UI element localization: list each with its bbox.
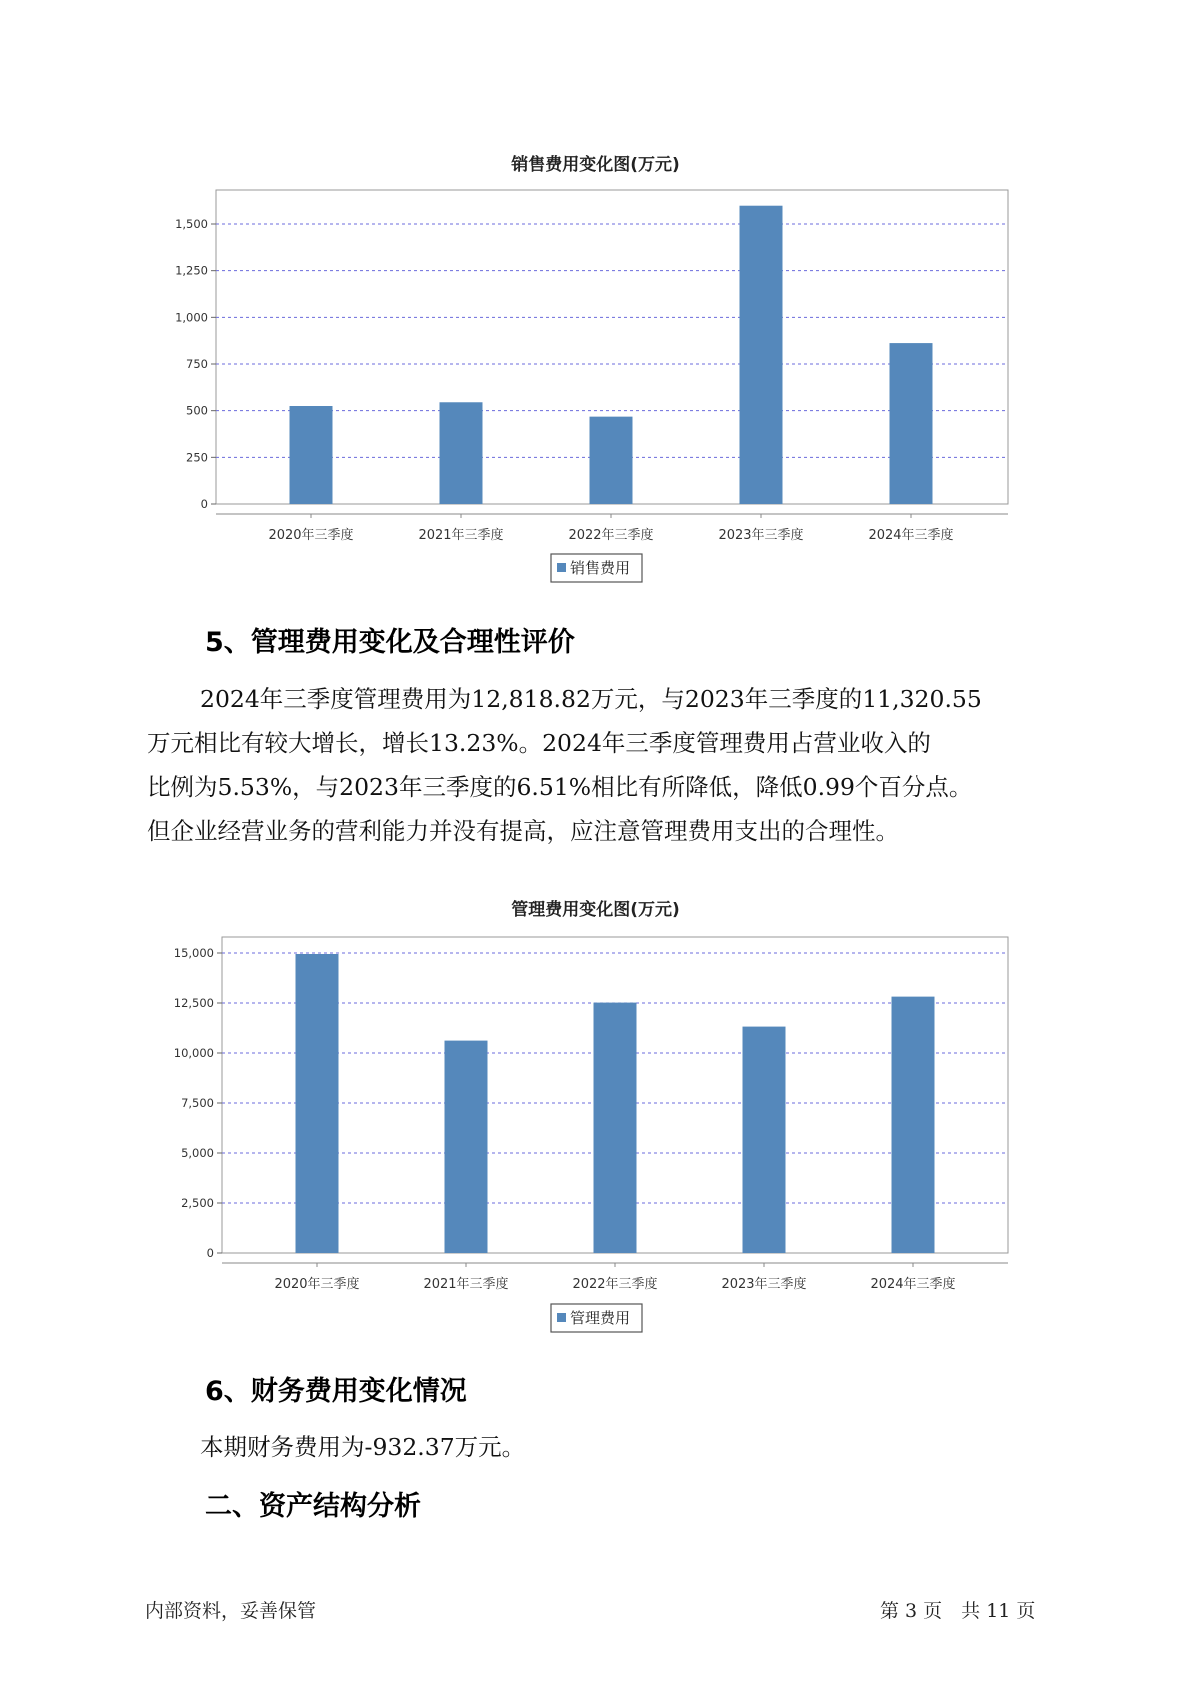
bar [594, 1003, 637, 1253]
chart-legend [551, 1304, 642, 1332]
section5-line-1: 2024年三季度管理费用为12,818.82万元，与2023年三季度的11,320.55 [200, 685, 982, 713]
y-tick-label: 0 [206, 1246, 214, 1260]
bar [290, 406, 333, 504]
footer-page-number: 第 3 页 共 11 页 [880, 1600, 1036, 1622]
y-tick-label: 15,000 [173, 946, 214, 960]
section5-line-3: 比例为5.53%，与2023年三季度的6.51%相比有所降低，降低0.99个百分点。 [147, 773, 973, 801]
x-category-label: 2021年三季度 [423, 1277, 509, 1292]
bar [445, 1041, 488, 1253]
y-tick-label: 1,250 [175, 263, 208, 278]
x-category-label: 2024年三季度 [870, 1277, 956, 1292]
y-tick-label: 1,500 [175, 217, 208, 231]
section6-line-1: 本期财务费用为-932.37万元。 [200, 1433, 526, 1461]
footer-left: 内部资料，妥善保管 [145, 1600, 317, 1622]
y-tick-label: 10,000 [173, 1046, 214, 1060]
y-tick-label: 12,500 [173, 996, 214, 1010]
y-tick-label: 1,000 [175, 310, 208, 325]
legend-swatch [557, 1313, 566, 1322]
y-tick-label: 7,500 [181, 1096, 214, 1110]
legend-swatch [557, 563, 566, 572]
section6-heading: 6、财务费用变化情况 [205, 1376, 467, 1407]
y-tick-label: 500 [186, 403, 208, 418]
x-category-label: 2022年三季度 [572, 1277, 658, 1292]
x-category-label: 2020年三季度 [274, 1277, 360, 1292]
y-tick-label: 5,000 [181, 1146, 214, 1160]
y-tick-label: 0 [200, 497, 208, 511]
chart-legend [551, 554, 642, 582]
x-category-label: 2020年三季度 [268, 528, 354, 543]
section-two-heading: 二、资产结构分析 [205, 1491, 421, 1522]
sales-expense-chart-title: 销售费用变化图(万元) [511, 155, 680, 175]
admin-expense-chart-title: 管理费用变化图(万元) [511, 900, 680, 920]
y-tick-label: 2,500 [181, 1196, 214, 1210]
section5-line-4: 但企业经营业务的营利能力并没有提高，应注意管理费用支出的合理性。 [147, 817, 899, 845]
bar [590, 417, 633, 504]
sales-expense-chart [0, 150, 1191, 590]
bar [440, 402, 483, 504]
x-category-label: 2021年三季度 [418, 528, 504, 543]
x-category-label: 2023年三季度 [718, 528, 804, 543]
bar [740, 206, 783, 504]
x-category-label: 2022年三季度 [568, 528, 654, 543]
section5-heading: 5、管理费用变化及合理性评价 [205, 627, 575, 658]
y-tick-label: 750 [186, 357, 208, 371]
x-category-label: 2023年三季度 [721, 1277, 807, 1292]
bar [890, 343, 933, 504]
bar [743, 1027, 786, 1253]
bar [296, 954, 339, 1253]
x-category-label: 2024年三季度 [868, 528, 954, 543]
y-tick-label: 250 [186, 450, 208, 465]
legend-label: 销售费用 [570, 559, 631, 577]
section5-line-2: 万元相比有较大增长，增长13.23%。2024年三季度管理费用占营业收入的 [147, 729, 931, 757]
admin-expense-chart [0, 895, 1191, 1335]
legend-label: 管理费用 [570, 1309, 631, 1327]
bar [892, 997, 935, 1253]
